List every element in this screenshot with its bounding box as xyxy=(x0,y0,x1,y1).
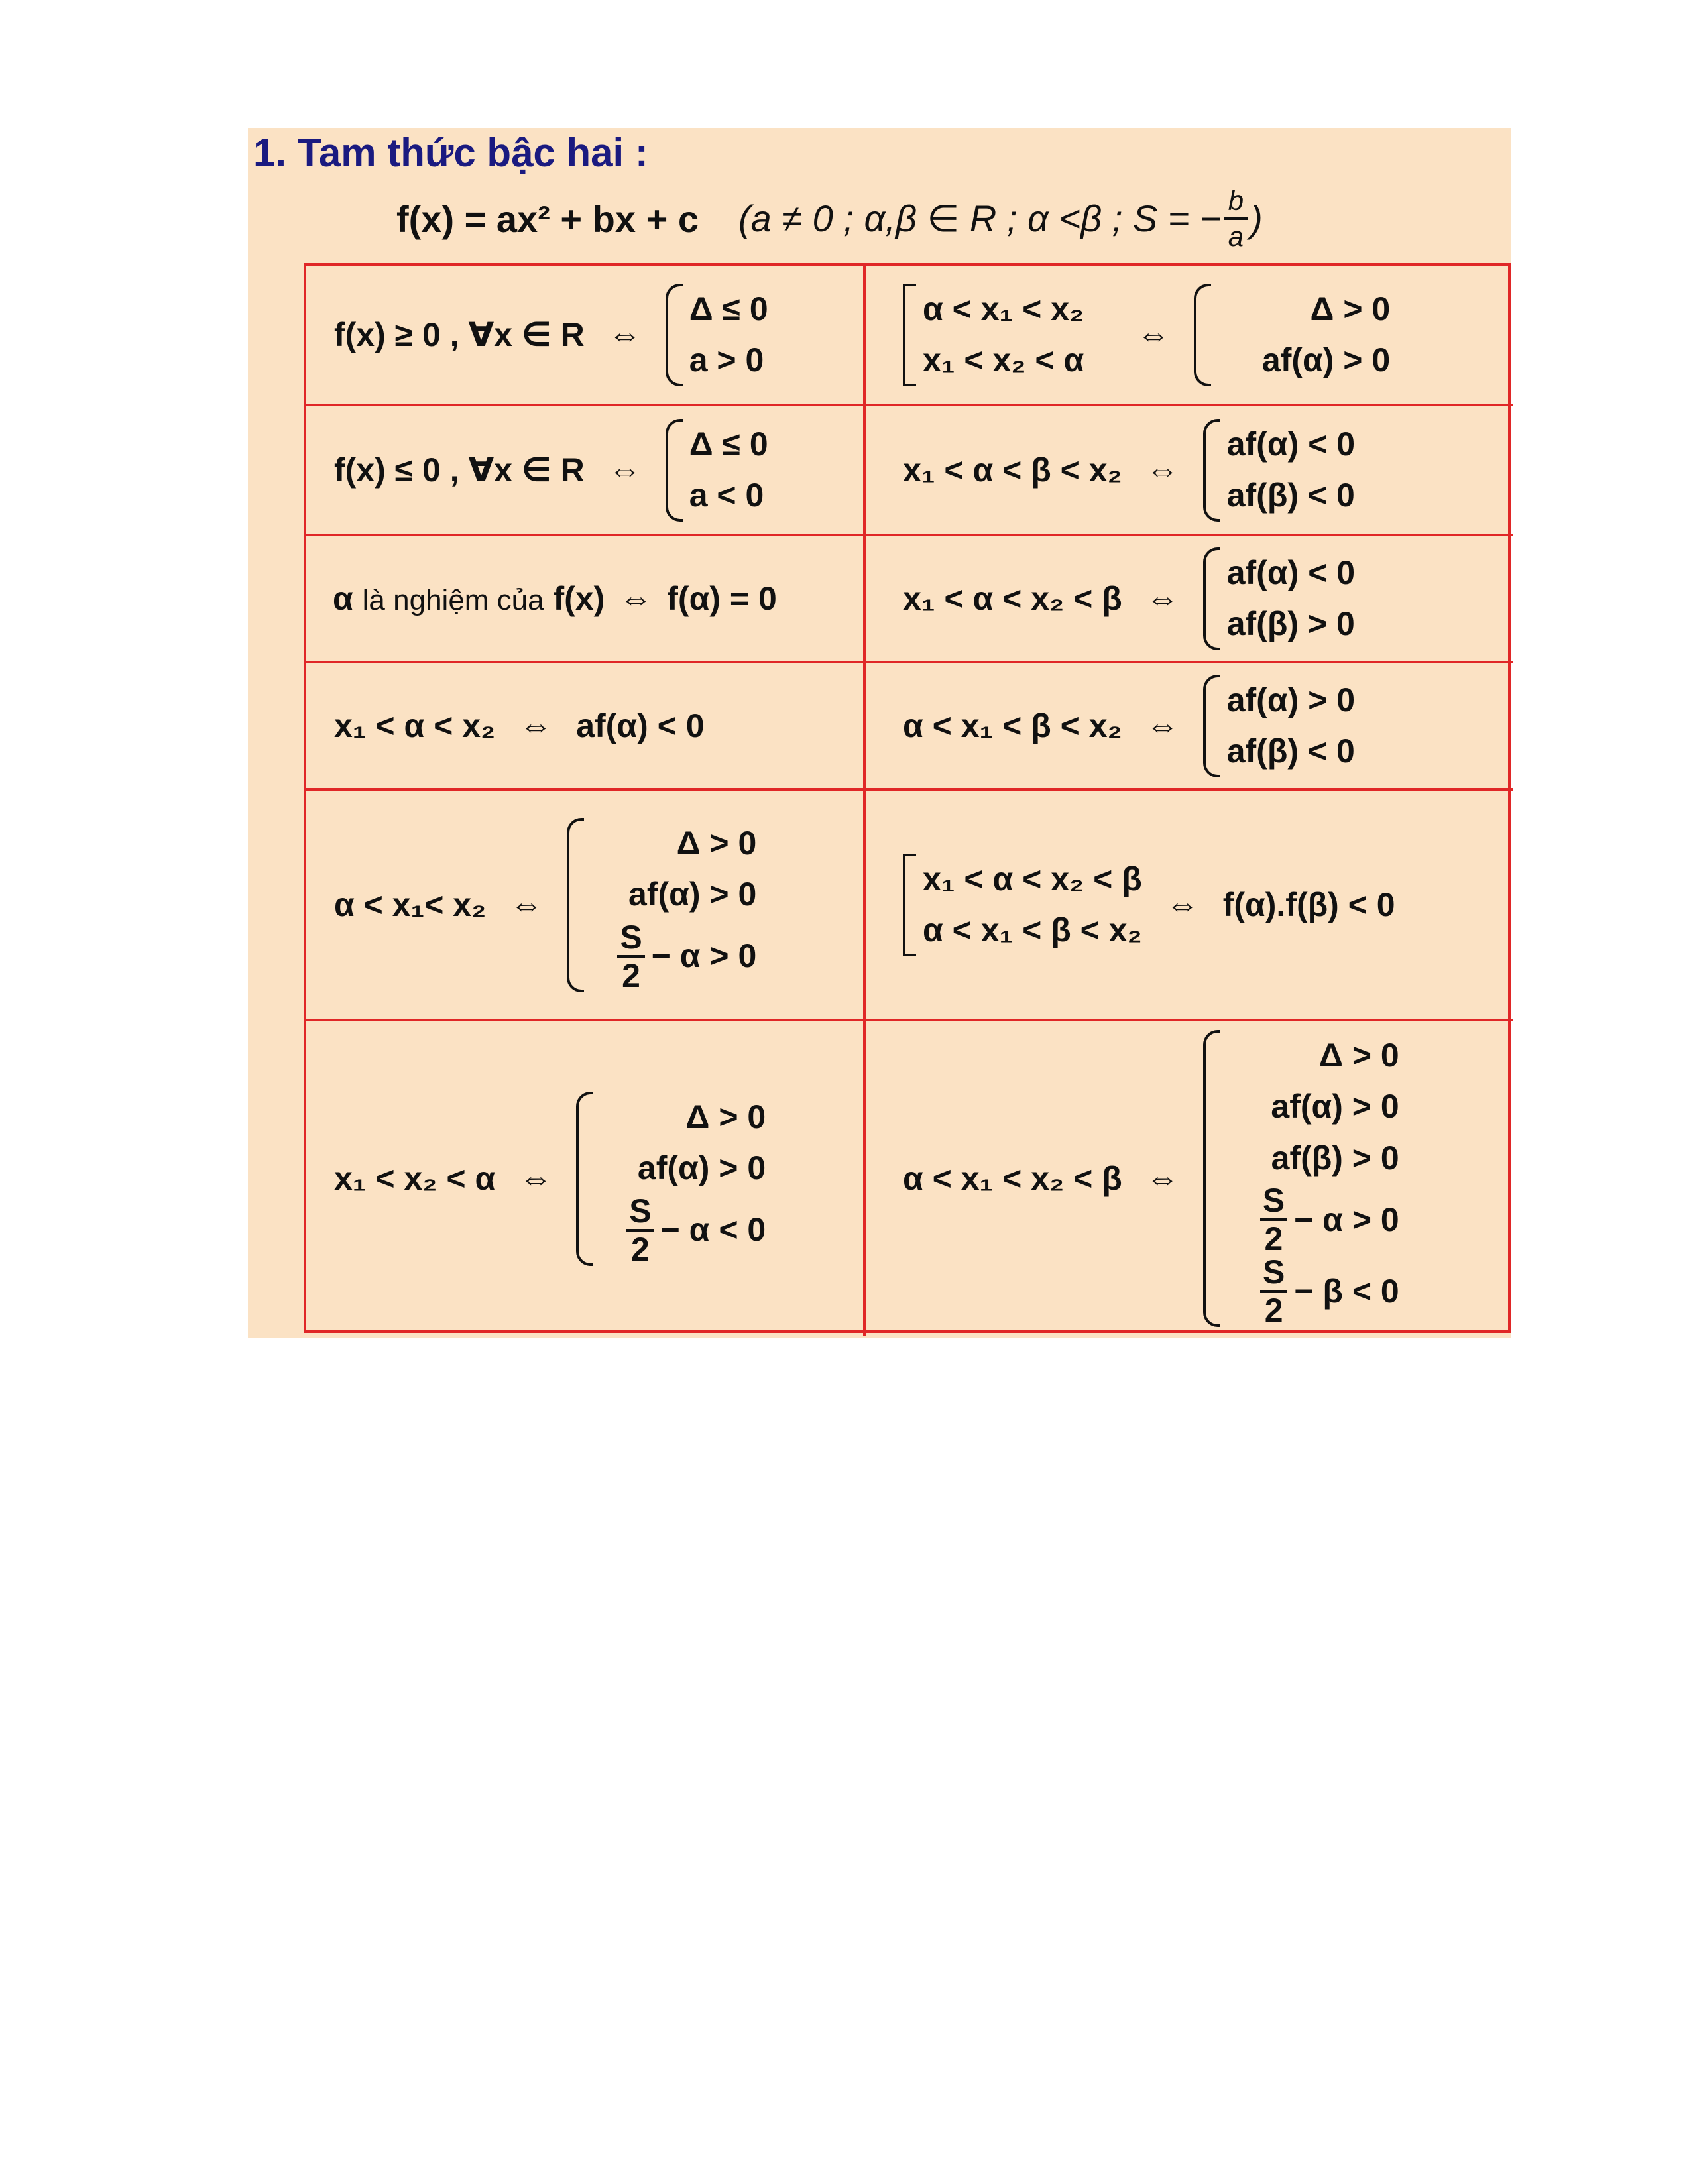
rule-lhs: x₁ < α < β < x₂ xyxy=(903,451,1122,489)
condition-line: af(β) > 0 xyxy=(1271,1139,1399,1177)
rule-lhs: α < x₁< x₂ xyxy=(334,886,487,923)
alternative-line: x₁ < α < x₂ < β xyxy=(923,860,1142,897)
function-symbol: f(x) xyxy=(553,580,605,617)
alternative-line: x₁ < x₂ < α xyxy=(923,341,1084,378)
rule-cell-r6-left xyxy=(306,1021,866,1336)
fraction-rest: − α > 0 xyxy=(1294,1200,1399,1238)
equivalence-symbol: ⇔ xyxy=(519,707,553,744)
condition-system xyxy=(666,419,768,522)
alternative-line: α < x₁ < x₂ xyxy=(923,290,1084,327)
condition-line: Δ > 0 xyxy=(676,824,757,862)
fraction-denominator: a xyxy=(1228,221,1244,252)
condition-line: af(α) > 0 xyxy=(637,1149,766,1186)
condition-system xyxy=(576,1092,766,1266)
rule-cell-r2-right xyxy=(866,406,1513,536)
root-phrase: là nghiệm của xyxy=(362,584,544,616)
fraction-denominator: 2 xyxy=(622,956,640,994)
section-title: 1. Tam thức bậc hai : xyxy=(253,131,648,175)
fraction-denominator: 2 xyxy=(631,1230,650,1268)
condition-line: af(β) < 0 xyxy=(1226,477,1355,514)
rule-cell-r6-right xyxy=(866,1021,1513,1336)
fraction xyxy=(617,918,644,994)
rule-cell-r3-right xyxy=(866,536,1513,663)
rule-rhs: f(α) = 0 xyxy=(667,580,777,617)
condition-line: a < 0 xyxy=(689,477,764,514)
rule-lhs: x₁ < α < x₂ xyxy=(334,707,496,744)
condition-line: af(α) < 0 xyxy=(1226,425,1356,463)
formula-main: f(x) = ax² + bx + c xyxy=(396,198,699,240)
rule-cell-r4-left xyxy=(306,663,866,791)
condition-line xyxy=(591,918,757,994)
condition-line: af(α) > 0 xyxy=(628,876,757,913)
rule-lhs: x₁ < x₂ < α xyxy=(334,1160,496,1197)
equivalence-symbol: ⇔ xyxy=(608,316,642,353)
rules-table xyxy=(304,263,1511,1333)
rule-cell-r1-left xyxy=(306,266,866,406)
brace-icon xyxy=(576,1092,593,1266)
brace-icon xyxy=(666,419,683,522)
condition-line: Δ > 0 xyxy=(1318,1036,1399,1074)
rule-lhs: α < x₁ < x₂ < β xyxy=(903,1160,1122,1197)
fraction-numerator: S xyxy=(617,921,644,958)
equivalence-symbol: ⇔ xyxy=(608,451,642,489)
brace-icon xyxy=(1203,1030,1220,1328)
fraction-numerator: S xyxy=(1260,1184,1287,1221)
condition-line: af(α) > 0 xyxy=(1226,681,1356,718)
rule-lhs xyxy=(333,579,605,618)
rule-rhs: af(α) < 0 xyxy=(576,707,705,744)
alternative-line: α < x₁ < β < x₂ xyxy=(923,911,1142,948)
rule-rhs: f(α).f(β) < 0 xyxy=(1222,886,1395,923)
condition-line: Δ ≤ 0 xyxy=(689,290,768,327)
rule-lhs: f(x) ≤ 0 , ∀x ∈ R xyxy=(334,451,585,489)
equivalence-symbol: ⇔ xyxy=(1165,886,1199,923)
fraction-denominator: 2 xyxy=(1264,1292,1283,1330)
brace-icon xyxy=(567,818,584,992)
formula-close: ) xyxy=(1250,198,1263,240)
condition-system xyxy=(1194,284,1390,386)
brace-icon xyxy=(666,284,683,386)
brace-icon xyxy=(1203,419,1220,522)
condition-line: a > 0 xyxy=(689,341,764,378)
fraction-numerator: S xyxy=(1260,1255,1287,1293)
rule-cell-r1-right xyxy=(866,266,1513,406)
equivalence-symbol: ⇔ xyxy=(510,886,544,923)
fraction-rest: − β < 0 xyxy=(1294,1272,1399,1310)
condition-line xyxy=(1227,1253,1399,1330)
brace-icon xyxy=(1194,284,1211,386)
bracket-icon xyxy=(903,284,916,386)
equivalence-symbol: ⇔ xyxy=(1145,580,1179,617)
quadratic-formula xyxy=(396,187,1263,251)
rule-lhs: α < x₁ < β < x₂ xyxy=(903,707,1122,744)
condition-line: Δ > 0 xyxy=(1310,290,1391,327)
condition-line xyxy=(1227,1182,1399,1258)
brace-icon xyxy=(1203,547,1220,650)
condition-system xyxy=(1203,675,1355,777)
fraction-numerator: b xyxy=(1224,187,1248,220)
equivalence-symbol: ⇔ xyxy=(519,1160,553,1197)
fraction-rest: − α < 0 xyxy=(660,1210,766,1248)
fraction-denominator: 2 xyxy=(1264,1220,1283,1258)
condition-line: af(α) < 0 xyxy=(1226,553,1356,591)
rule-cell-r5-right xyxy=(866,791,1513,1021)
rule-cell-r4-right xyxy=(866,663,1513,791)
fraction xyxy=(1260,1182,1287,1258)
alpha-symbol: α xyxy=(333,580,353,617)
rule-cell-r2-left xyxy=(306,406,866,536)
formula-condition-text: (a ≠ 0 ; α,β ∈ R ; α <β ; S = − xyxy=(738,198,1222,239)
equivalence-symbol: ⇔ xyxy=(619,580,653,617)
condition-system xyxy=(1203,419,1355,522)
rule-cell-r3-left xyxy=(306,536,866,663)
condition-line: af(β) > 0 xyxy=(1226,605,1355,642)
formula-fraction xyxy=(1224,187,1248,251)
fraction-rest: − α > 0 xyxy=(651,937,757,974)
rule-lhs: f(x) ≥ 0 , ∀x ∈ R xyxy=(334,316,585,353)
condition-system xyxy=(666,284,768,386)
rule-lhs: x₁ < α < x₂ < β xyxy=(903,580,1122,617)
condition-line xyxy=(600,1194,766,1266)
condition-system xyxy=(567,818,756,992)
fraction-numerator: S xyxy=(626,1194,654,1232)
formula-condition xyxy=(738,187,1263,251)
fraction xyxy=(626,1194,654,1266)
condition-line: af(α) > 0 xyxy=(1261,341,1391,378)
alternative-system xyxy=(903,284,1084,386)
condition-system xyxy=(1203,547,1355,650)
alternative-system xyxy=(903,854,1142,956)
condition-system xyxy=(1203,1030,1399,1328)
equivalence-symbol: ⇔ xyxy=(1145,1160,1179,1197)
condition-line: af(β) < 0 xyxy=(1226,732,1355,770)
condition-line: af(α) > 0 xyxy=(1271,1088,1399,1125)
rule-cell-r5-left xyxy=(306,791,866,1021)
equivalence-symbol: ⇔ xyxy=(1145,707,1179,744)
equivalence-symbol: ⇔ xyxy=(1137,316,1171,353)
fraction xyxy=(1260,1253,1287,1330)
equivalence-symbol: ⇔ xyxy=(1145,451,1179,489)
condition-line: Δ ≤ 0 xyxy=(689,425,768,463)
bracket-icon xyxy=(903,854,916,956)
condition-line: Δ > 0 xyxy=(685,1098,766,1135)
brace-icon xyxy=(1203,675,1220,777)
